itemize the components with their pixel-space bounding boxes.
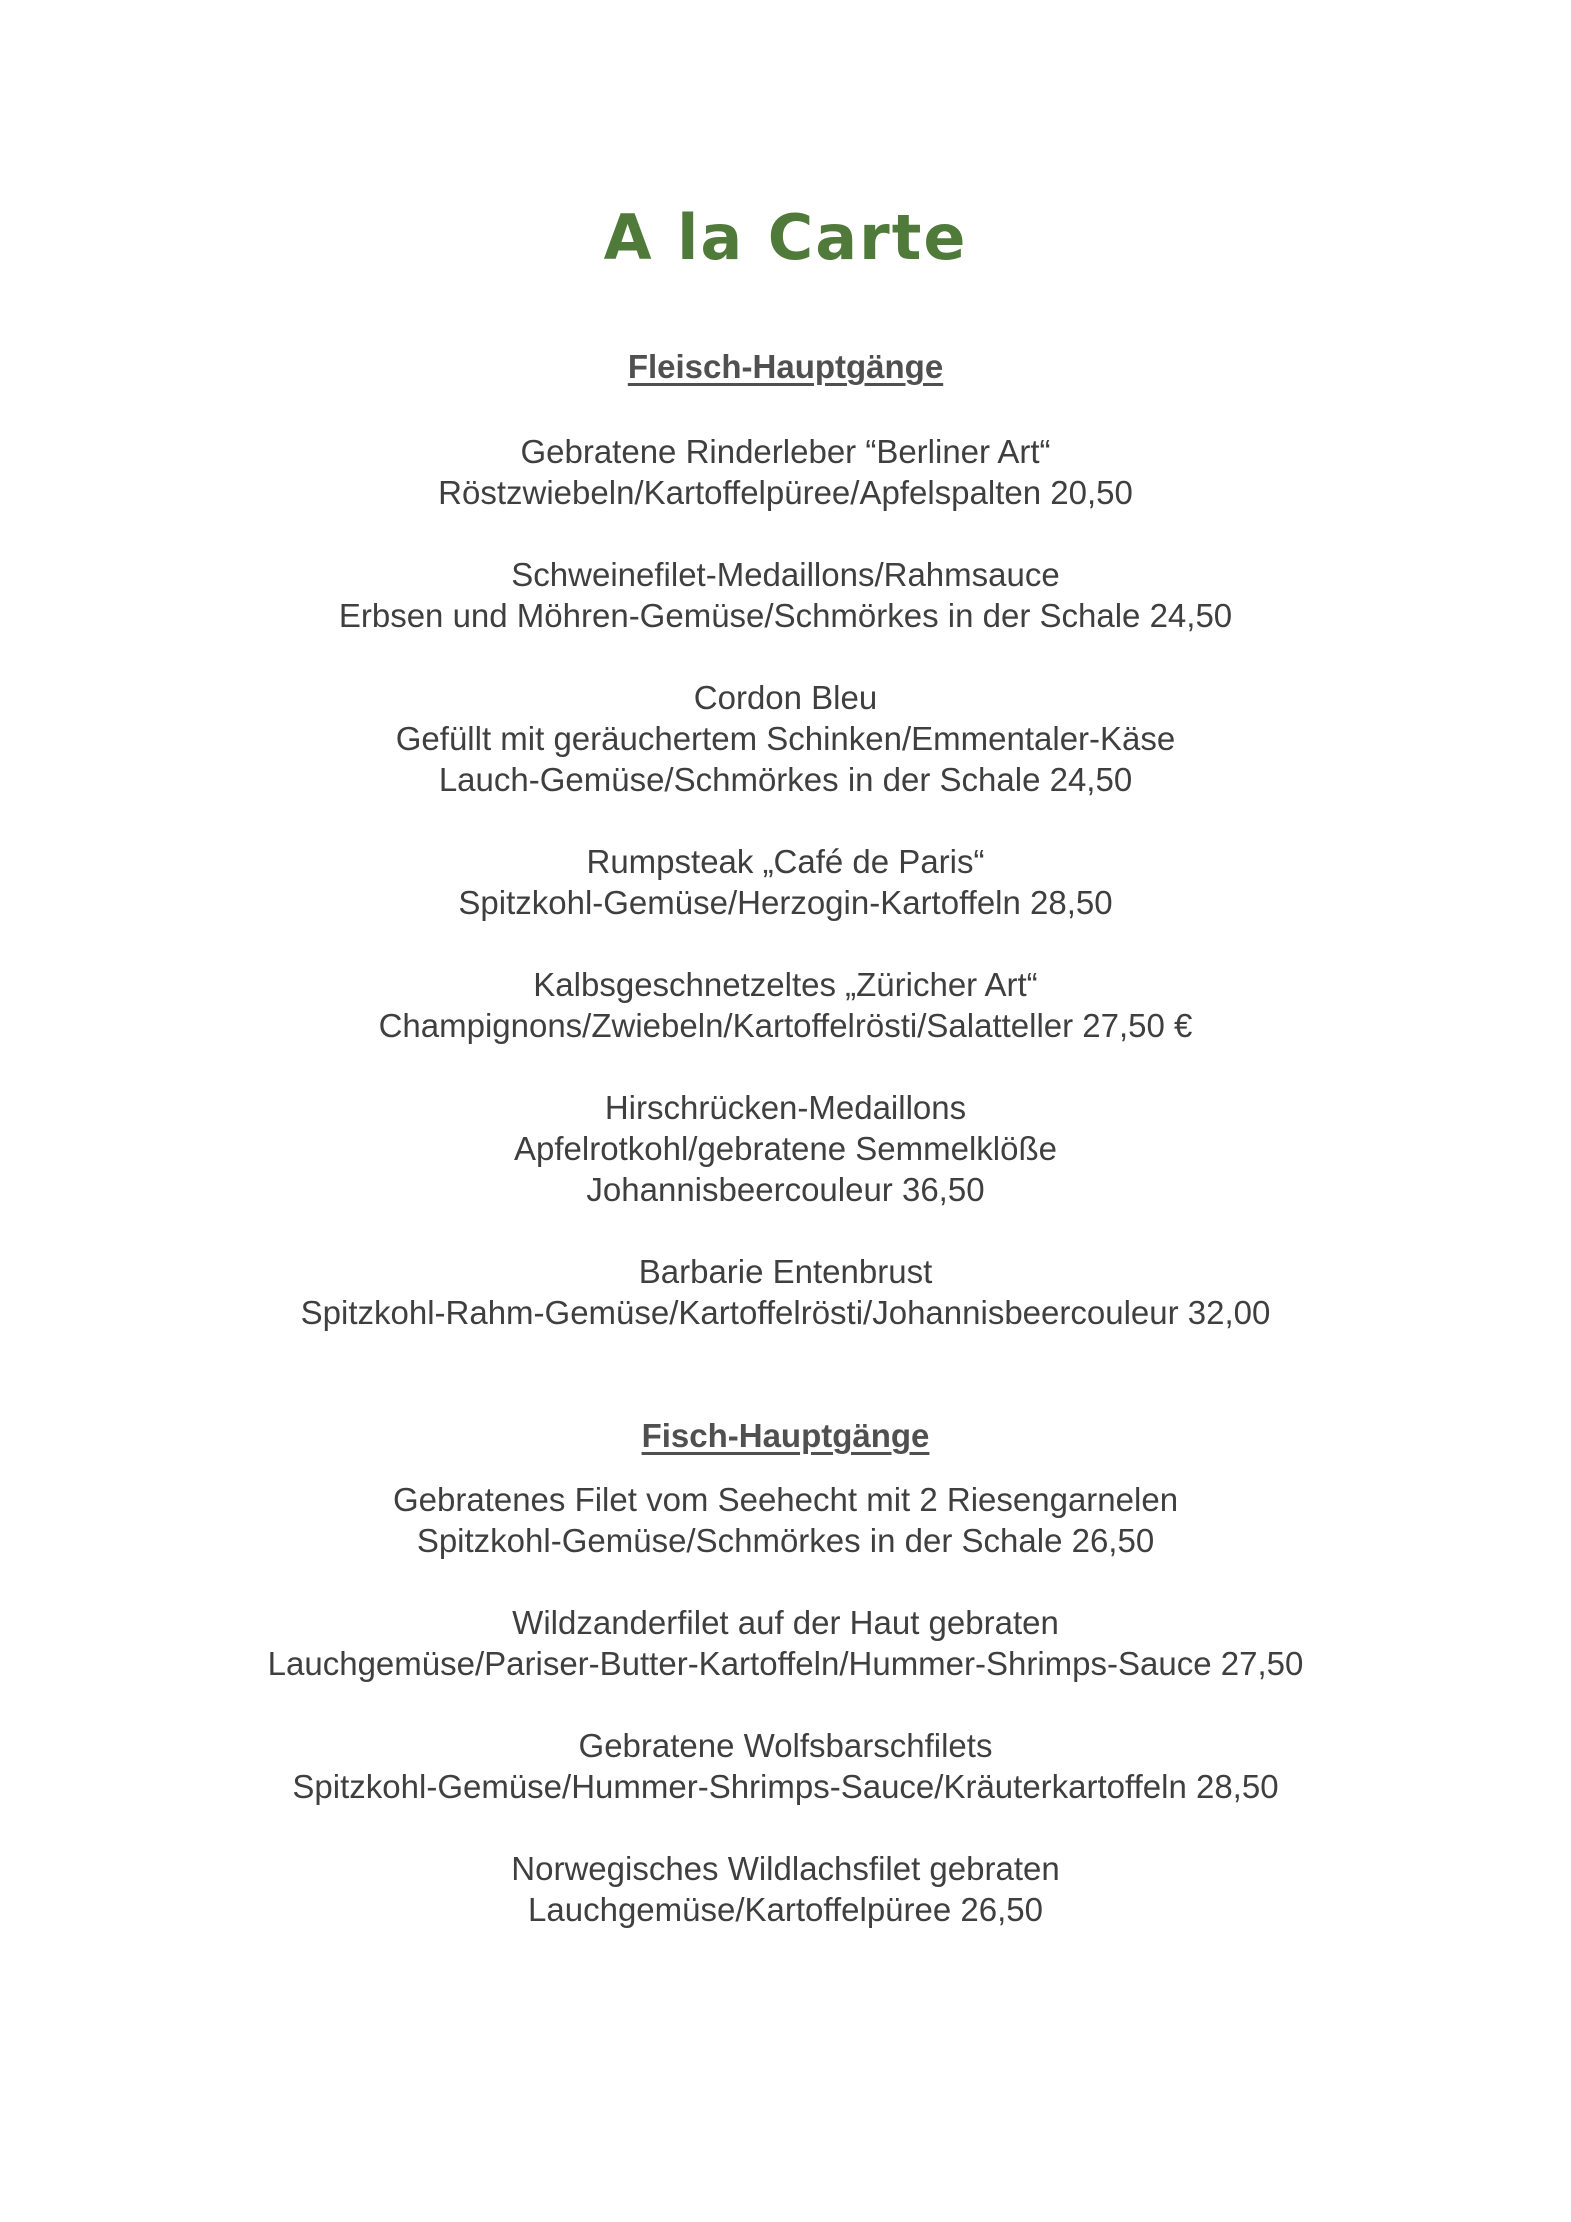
menu-item: [0, 841, 1571, 923]
menu-item-description: Spitzkohl-Gemüse/Schmörkes in der Schale 26,50: [416, 1522, 1155, 1559]
section-heading-fisch: Fisch-Hauptgänge: [641, 1417, 930, 1454]
menu-item: [0, 677, 1571, 800]
menu-item-description: Lauchgemüse/Kartoffelpüree 26,50: [528, 1891, 1043, 1928]
menu-item-description: Spitzkohl-Gemüse/Herzogin-Kartoffeln 28,50: [458, 884, 1113, 921]
menu-item: [0, 1602, 1571, 1684]
menu-item-description: Lauchgemüse/Pariser-Butter-Kartoffeln/Hummer-Shrimps-Sauce 27,50: [267, 1645, 1304, 1682]
menu-item-description: Champignons/Zwiebeln/Kartoffelrösti/Salatteller 27,50 €: [378, 1007, 1193, 1044]
menu-item: [0, 554, 1571, 636]
menu-item-name: Wildzanderfilet auf der Haut gebraten: [512, 1604, 1059, 1641]
menu-item-name: Barbarie Entenbrust: [638, 1253, 933, 1290]
menu-item-name: Gebratenes Filet vom Seehecht mit 2 Riesengarnelen: [392, 1481, 1179, 1518]
menu-item-description: Apfelrotkohl/gebratene Semmelklöße: [514, 1130, 1057, 1167]
menu-item: [0, 1848, 1571, 1930]
menu-item-description: Gefüllt mit geräuchertem Schinken/Emmentaler-Käse: [395, 720, 1176, 757]
menu-item-name: Cordon Bleu: [693, 679, 878, 716]
menu-item-description: Spitzkohl-Gemüse/Hummer-Shrimps-Sauce/Kräuterkartoffeln 28,50: [292, 1768, 1279, 1805]
menu-item: [0, 431, 1571, 513]
menu-item: [0, 1251, 1571, 1333]
menu-item: [0, 1725, 1571, 1807]
menu-item-description: Johannisbeercouleur 36,50: [586, 1171, 985, 1208]
menu-item-name: Norwegisches Wildlachsfilet gebraten: [511, 1850, 1060, 1887]
menu-item-description: Lauch-Gemüse/Schmörkes in der Schale 24,50: [438, 761, 1133, 798]
menu-item: [0, 964, 1571, 1046]
menu-item-name: Hirschrücken-Medaillons: [604, 1089, 967, 1126]
menu-item: [0, 1479, 1571, 1561]
page-title: A la Carte: [603, 201, 968, 274]
section-heading-fleisch: Fleisch-Hauptgänge: [627, 348, 944, 385]
menu-item-name: Kalbsgeschnetzeltes „Züricher Art“: [533, 966, 1038, 1003]
menu-item-description: Spitzkohl-Rahm-Gemüse/Kartoffelrösti/Johannisbeercouleur 32,00: [300, 1294, 1271, 1331]
menu-item-name: Rumpsteak „Café de Paris“: [586, 843, 985, 880]
menu-item: [0, 1087, 1571, 1210]
menu-item-name: Gebratene Wolfsbarschfilets: [578, 1727, 993, 1764]
menu-item-description: Erbsen und Möhren-Gemüse/Schmörkes in der Schale 24,50: [338, 597, 1233, 634]
menu-item-name: Schweinefilet-Medaillons/Rahmsauce: [511, 556, 1060, 593]
menu-item-name: Gebratene Rinderleber “Berliner Art“: [520, 433, 1051, 470]
menu-item-description: Röstzwiebeln/Kartoffelpüree/Apfelspalten 20,50: [438, 474, 1133, 511]
